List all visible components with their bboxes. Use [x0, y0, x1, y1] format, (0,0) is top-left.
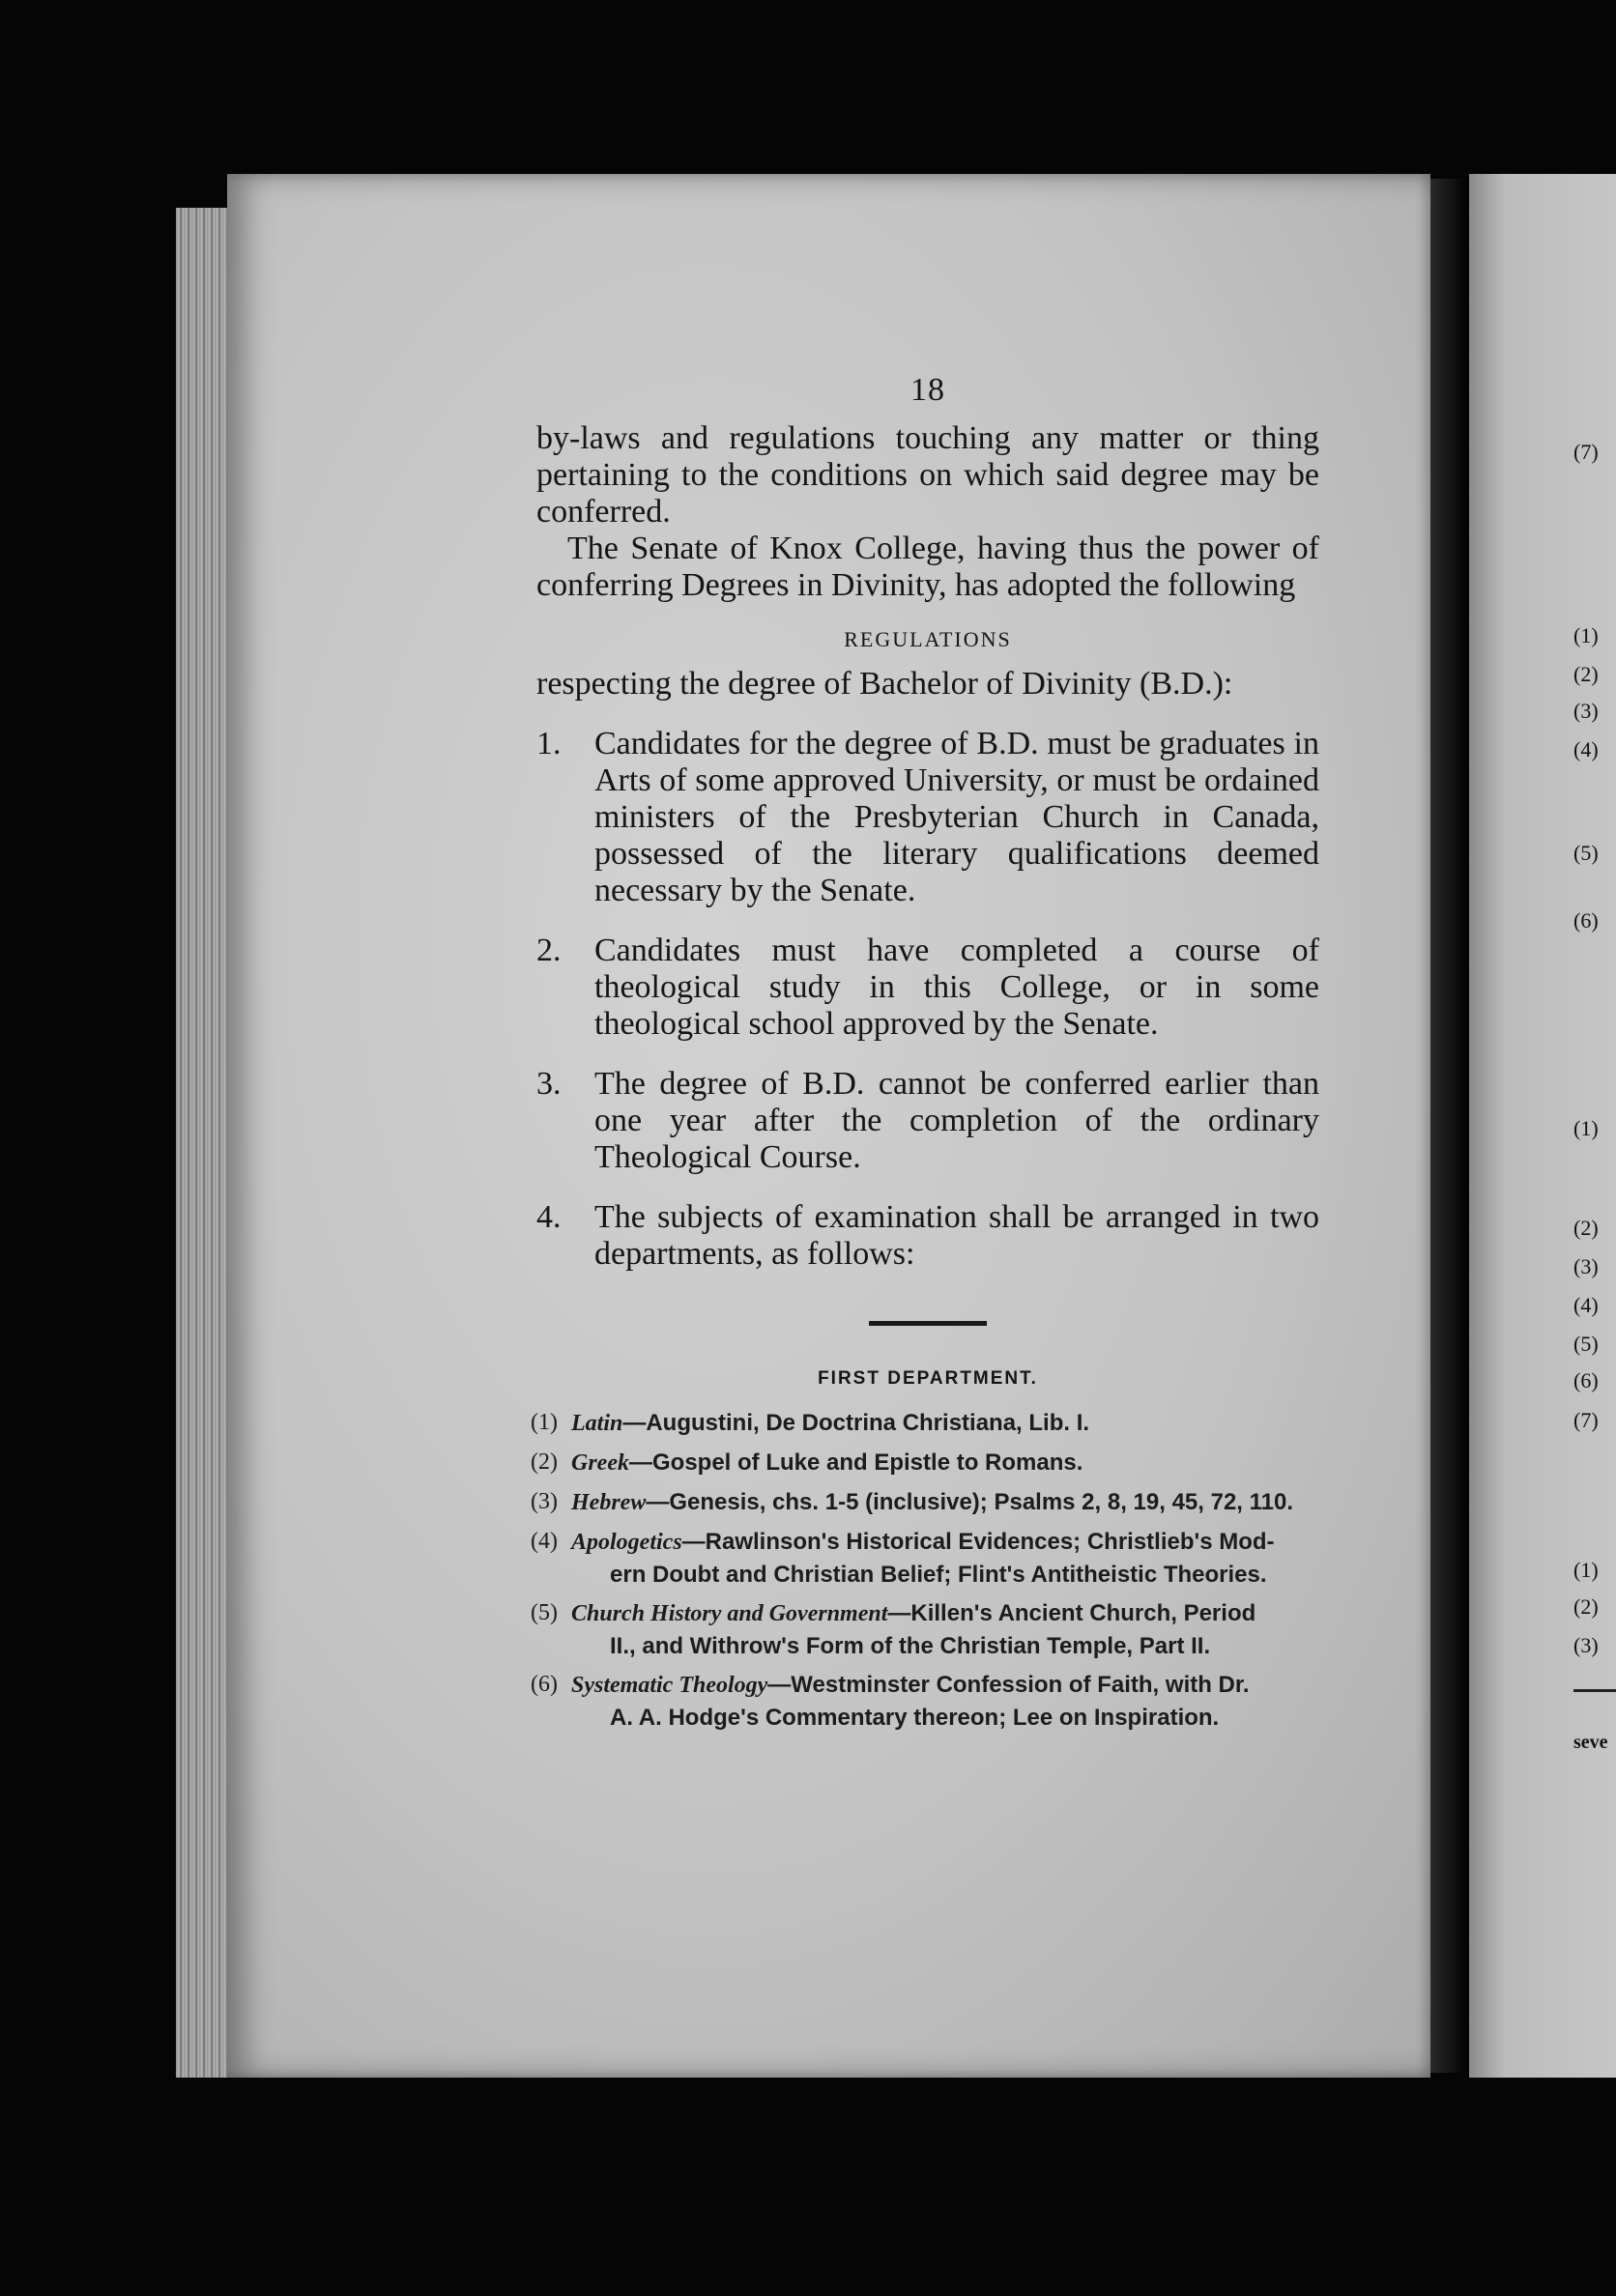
facing-marker: (7) — [1573, 440, 1599, 464]
item-subject: Church History and Government — [571, 1601, 888, 1626]
regulation-number: 4. — [536, 1199, 562, 1235]
department-item — [531, 1597, 1333, 1662]
department-item — [531, 1407, 1333, 1440]
department-item — [531, 1486, 1333, 1519]
regulation-number: 2. — [536, 933, 562, 968]
facing-marker: (5) — [1573, 1332, 1599, 1356]
facing-marker: (5) — [1573, 841, 1599, 865]
facing-marker: (1) — [1573, 1116, 1599, 1140]
regulations-intro: respecting the degree of Bachelor of Divinity (B.D.): — [536, 666, 1233, 702]
regulation-item — [536, 1199, 1319, 1273]
item-subject: Hebrew — [571, 1490, 647, 1515]
facing-marker: (2) — [1573, 662, 1599, 686]
regulations-heading: REGULATIONS — [844, 627, 1012, 651]
page-edges — [176, 208, 234, 2078]
facing-marker: (2) — [1573, 1216, 1599, 1240]
item-number: (5) — [531, 1600, 558, 1625]
facing-marker: (6) — [1573, 1368, 1599, 1392]
intro-paragraph: by-laws and regulations touching any matter or thing pertaining to the conditions on which said degree may be conferred. — [536, 420, 1319, 530]
item-number: (6) — [531, 1672, 558, 1697]
facing-marker: (3) — [1573, 1254, 1599, 1278]
item-line: —Gospel of Luke and Epistle to Romans. — [628, 1449, 1083, 1476]
item-subject: Systematic Theology — [571, 1673, 768, 1698]
item-line: —Rawlinson's Historical Evidences; Christlieb's Mod- — [681, 1529, 1275, 1555]
item-continuation: A. A. Hodge's Commentary thereon; Lee on Inspiration. — [610, 1705, 1220, 1731]
regulation-number: 1. — [536, 726, 562, 761]
page-content — [531, 372, 1319, 1740]
facing-page-markers — [1573, 0, 1616, 2296]
facing-marker: (1) — [1573, 1558, 1599, 1582]
item-number: (1) — [531, 1410, 558, 1435]
item-number: (4) — [531, 1529, 558, 1554]
facing-marker: (3) — [1573, 699, 1599, 723]
item-number: (3) — [531, 1489, 558, 1514]
item-line: —Genesis, chs. 1-5 (inclusive); Psalms 2, 8, 19, 45, 72, 110. — [646, 1489, 1294, 1515]
regulation-item — [536, 933, 1319, 1043]
facing-marker: (6) — [1573, 908, 1599, 933]
department-item — [531, 1526, 1333, 1591]
regulation-number: 3. — [536, 1066, 562, 1102]
regulation-text: The degree of B.D. cannot be conferred earlier than one year after the completion of the ordinary Theological Course. — [594, 1066, 1319, 1175]
item-subject: Greek — [571, 1450, 629, 1476]
regulations-list — [536, 726, 1319, 1273]
facing-marker: (2) — [1573, 1594, 1599, 1619]
item-subject: Apologetics — [571, 1530, 682, 1555]
senate-paragraph: The Senate of Knox College, having thus the power of conferring Degrees in Divinity, has adopted the following — [536, 531, 1319, 603]
facing-marker: (4) — [1573, 1293, 1599, 1317]
book-gutter — [1430, 179, 1469, 2073]
item-continuation: ern Doubt and Christian Belief; Flint's Antitheistic Theories. — [610, 1562, 1267, 1588]
facing-marker: (3) — [1573, 1633, 1599, 1657]
facing-marker: (1) — [1573, 623, 1599, 647]
facing-marker: (7) — [1573, 1408, 1599, 1432]
section-divider — [869, 1321, 987, 1326]
item-continuation: II., and Withrow's Form of the Christian Temple, Part II. — [610, 1633, 1211, 1659]
item-line: —Killen's Ancient Church, Period — [887, 1600, 1256, 1626]
department-item — [531, 1669, 1333, 1734]
department-title: FIRST DEPARTMENT. — [818, 1368, 1038, 1389]
page-number: 18 — [910, 372, 945, 408]
item-number: (2) — [531, 1449, 558, 1475]
regulation-text: The subjects of examination shall be arranged in two departments, as follows: — [594, 1199, 1319, 1272]
regulation-text: Candidates for the degree of B.D. must be graduates in Arts of some approved University, or must be ordained ministers of the Presbyterian Church in Canada, possessed of the literary qualifications deemed necessary by the Senate. — [594, 726, 1319, 908]
regulation-item — [536, 726, 1319, 909]
department-item — [531, 1447, 1333, 1479]
facing-rule — [1573, 1689, 1616, 1692]
item-line: —Augustini, De Doctrina Christiana, Lib. I. — [622, 1410, 1090, 1436]
regulation-item — [536, 1066, 1319, 1176]
department-list — [531, 1407, 1333, 1734]
item-subject: Latin — [571, 1411, 623, 1436]
facing-marker: seve — [1573, 1732, 1608, 1753]
facing-marker: (4) — [1573, 737, 1599, 761]
regulation-text: Candidates must have completed a course of theological study in this College, or in some theological school approved by the Senate. — [594, 933, 1319, 1042]
item-line: —Westminster Confession of Faith, with Dr. — [767, 1672, 1250, 1698]
